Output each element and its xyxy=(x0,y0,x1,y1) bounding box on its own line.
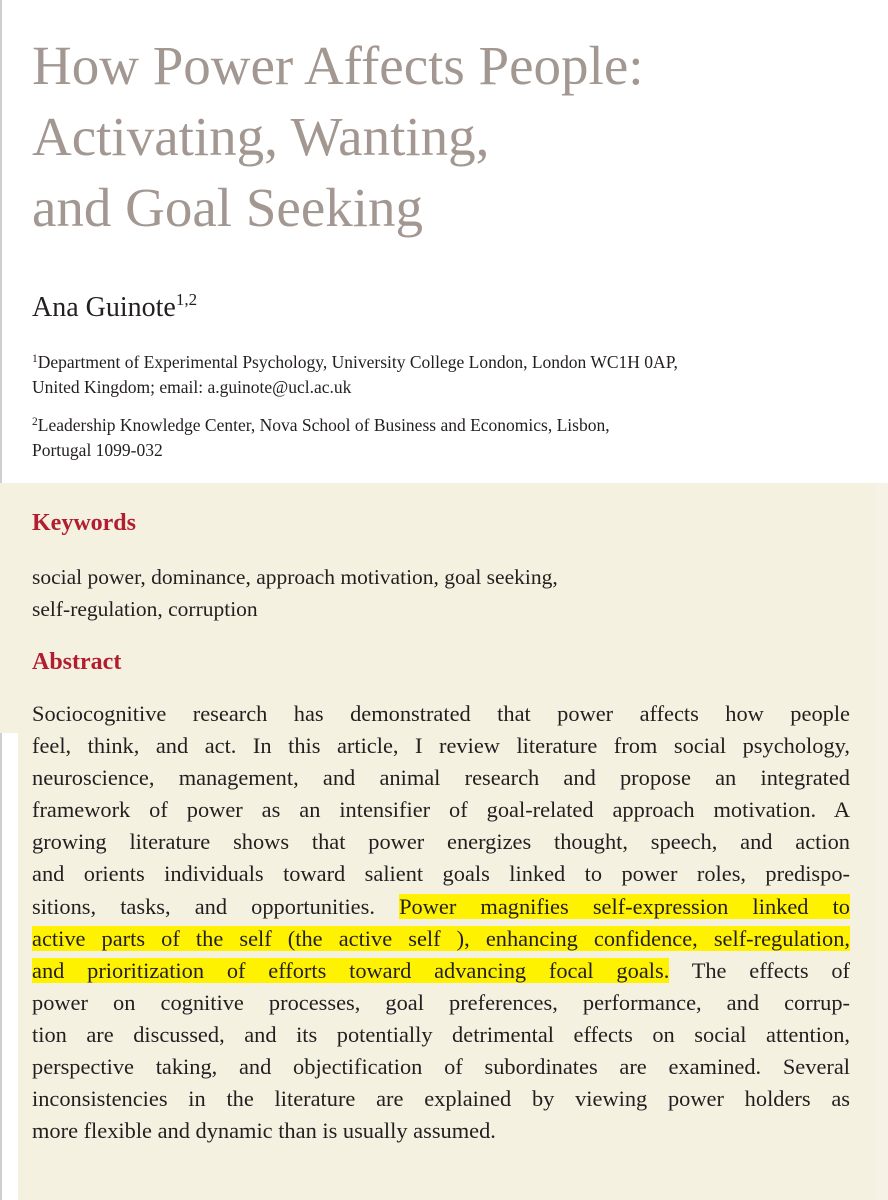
affiliation-text: Leadership Knowledge Center, Nova School of Business and Economics, Lisbon, xyxy=(37,415,610,435)
keywords-line: social power, dominance, approach motivation, goal seeking, xyxy=(32,565,558,589)
abstract-line xyxy=(32,923,850,955)
highlighted-text: and prioritization of efforts toward advancing focal goals. xyxy=(32,957,670,983)
abstract-text: inconsistencies in the literature are explained by viewing power holders as xyxy=(32,1086,850,1112)
abstract-line xyxy=(32,794,850,826)
abstract-text: feel, think, and act. In this article, I review literature from social psychology, xyxy=(32,733,850,759)
abstract-line xyxy=(32,891,850,923)
affiliation-line: Portugal 1099-032 xyxy=(32,440,163,460)
abstract-text: neuroscience, management, and animal research and propose an integrated xyxy=(32,765,850,791)
affiliation-text: Department of Experimental Psychology, University College London, London WC1H 0AP, xyxy=(37,352,678,372)
author-affiliation-markers: 1,2 xyxy=(175,290,198,309)
keywords-heading: Keywords xyxy=(32,510,136,536)
abstract-line xyxy=(32,826,850,858)
affiliation-marker: 1 xyxy=(32,353,38,365)
abstract-line xyxy=(32,987,850,1019)
title-line: and Goal Seeking xyxy=(32,177,424,238)
highlighted-text: active parts of the self (the active self ), enhancing confidence, self-regulation, xyxy=(32,925,850,951)
affiliation-2 xyxy=(32,413,862,463)
abstract-text: tion are discussed, and its potentially detrimental effects on social attention, xyxy=(32,1021,850,1047)
author-name: Ana Guinote xyxy=(32,292,176,323)
abstract-line xyxy=(32,858,850,890)
abstract-heading: Abstract xyxy=(32,649,122,675)
article-title xyxy=(32,30,872,243)
abstract-line xyxy=(32,730,850,762)
abstract-line xyxy=(32,698,850,730)
abstract-text: sitions, tasks, and opportunities. xyxy=(32,893,400,919)
affiliation-marker: 2 xyxy=(32,416,38,428)
abstract-line xyxy=(32,1019,850,1051)
affiliation-line xyxy=(32,413,862,438)
affiliation-line: United Kingdom; email: a.guinote@ucl.ac.uk xyxy=(32,377,352,397)
abstract-text: power on cognitive processes, goal preferences, performance, and corrup- xyxy=(32,989,850,1015)
panel-left-stub xyxy=(0,483,18,733)
highlighted-text: Power magnifies self-expression linked to xyxy=(399,893,851,919)
abstract-text: framework of power as an intensifier of goal-related approach motivation. A xyxy=(32,797,850,823)
abstract-text: and orients individuals toward salient goals linked to power roles, predispo- xyxy=(32,861,850,887)
abstract-line xyxy=(32,1115,850,1147)
title-line: Activating, Wanting, xyxy=(32,106,490,167)
abstract-line xyxy=(32,762,850,794)
abstract-line xyxy=(32,955,850,987)
abstract-line xyxy=(32,1051,850,1083)
keywords-line: self-regulation, corruption xyxy=(32,597,258,621)
abstract-text: more flexible and dynamic than is usually assumed. xyxy=(32,1118,496,1144)
author-line xyxy=(32,292,197,324)
abstract-body xyxy=(32,698,850,1147)
title-line: How Power Affects People: xyxy=(32,35,644,96)
affiliation-1 xyxy=(32,350,862,400)
keywords-list xyxy=(32,561,862,625)
affiliation-line xyxy=(32,350,862,375)
abstract-line xyxy=(32,1083,850,1115)
abstract-text: Sociocognitive research has demonstrated that power affects how people xyxy=(32,701,850,726)
abstract-text: perspective taking, and objectification of subordinates are examined. Several xyxy=(32,1054,850,1080)
abstract-text: The effects of xyxy=(669,957,851,983)
abstract-text: growing literature shows that power energizes thought, speech, and action xyxy=(32,829,850,855)
